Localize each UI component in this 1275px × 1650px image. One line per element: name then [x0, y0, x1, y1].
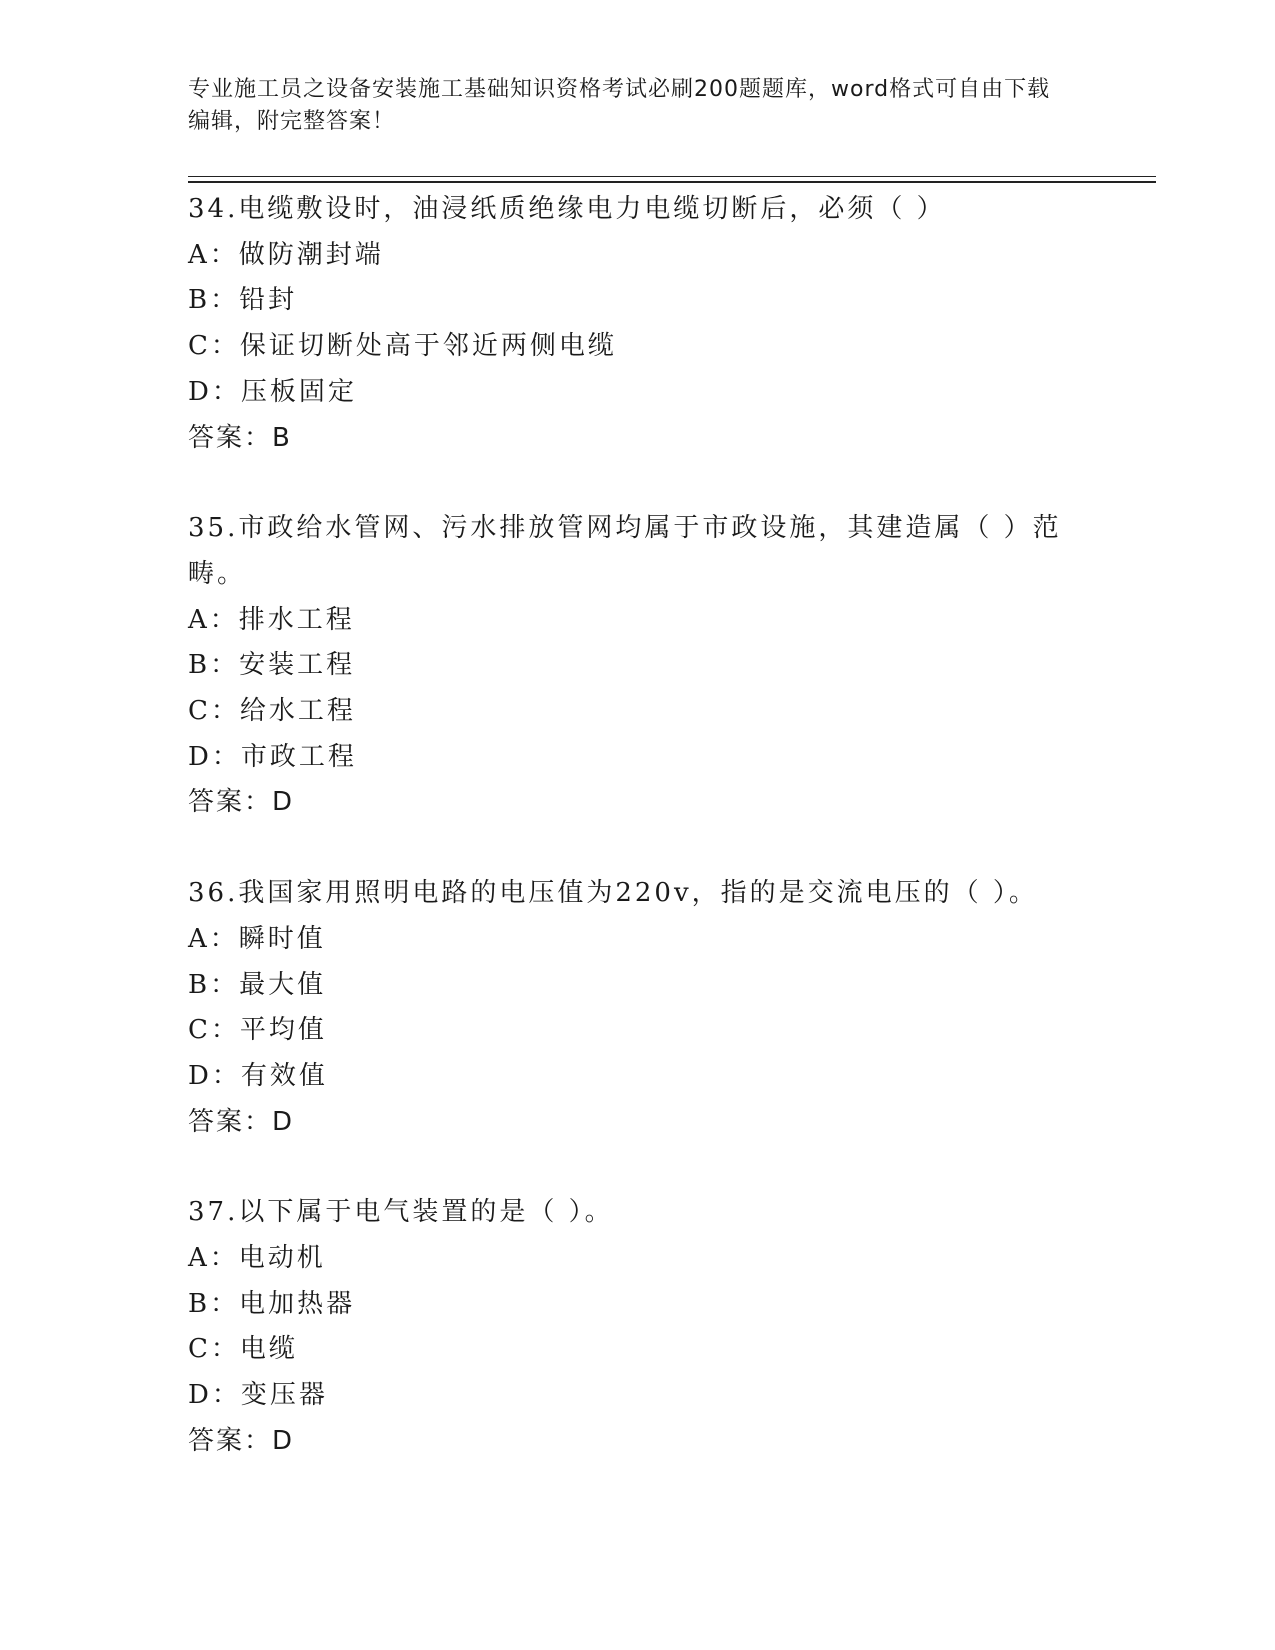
option-a: A：电动机 — [188, 1243, 326, 1274]
option-a: A：排水工程 — [188, 604, 355, 635]
option-c: C：平均值 — [188, 1015, 327, 1046]
question-35 — [188, 506, 1088, 826]
option-a: A：做防潮封端 — [188, 239, 384, 270]
option-d: D：压板固定 — [188, 376, 357, 407]
option-c: C：电缆 — [188, 1334, 298, 1365]
question-37 — [188, 1190, 1088, 1464]
header-divider-thin — [188, 176, 1156, 177]
answer-line: 答案：D — [188, 1106, 295, 1137]
option-a: A：瞬时值 — [188, 923, 326, 954]
question-text: 34.电缆敷设时，油浸纸质绝缘电力电缆切断后，必须（ ） — [188, 194, 946, 224]
question-36 — [188, 871, 1088, 1145]
question-34 — [188, 187, 1088, 461]
option-d: D：有效值 — [188, 1060, 328, 1091]
answer-line: 答案：D — [188, 1425, 295, 1456]
option-b: B：最大值 — [188, 969, 327, 1000]
header-divider-thick — [188, 181, 1156, 183]
option-b: B：铅封 — [188, 285, 298, 316]
option-b: B：安装工程 — [188, 650, 356, 681]
answer-line: 答案：B — [188, 422, 292, 453]
option-d: D：市政工程 — [188, 741, 357, 772]
document-header: 专业施工员之设备安装施工基础知识资格考试必刷200题题库，word格式可自由下载编辑，附完整答案！ — [188, 77, 1051, 134]
question-text: 35.市政给水管网、污水排放管网均属于市政设施，其建造属（ ）范畴。 — [188, 513, 1062, 589]
question-list — [188, 187, 1088, 1510]
option-c: C：保证切断处高于邻近两侧电缆 — [188, 331, 617, 362]
question-text: 36.我国家用照明电路的电压值为220v，指的是交流电压的（ ）。 — [188, 878, 1038, 909]
option-b: B：电加热器 — [188, 1288, 356, 1319]
option-c: C：给水工程 — [188, 696, 356, 727]
answer-line: 答案：D — [188, 787, 295, 818]
question-text: 37.以下属于电气装置的是（ ）。 — [188, 1197, 614, 1228]
option-d: D：变压器 — [188, 1380, 328, 1411]
